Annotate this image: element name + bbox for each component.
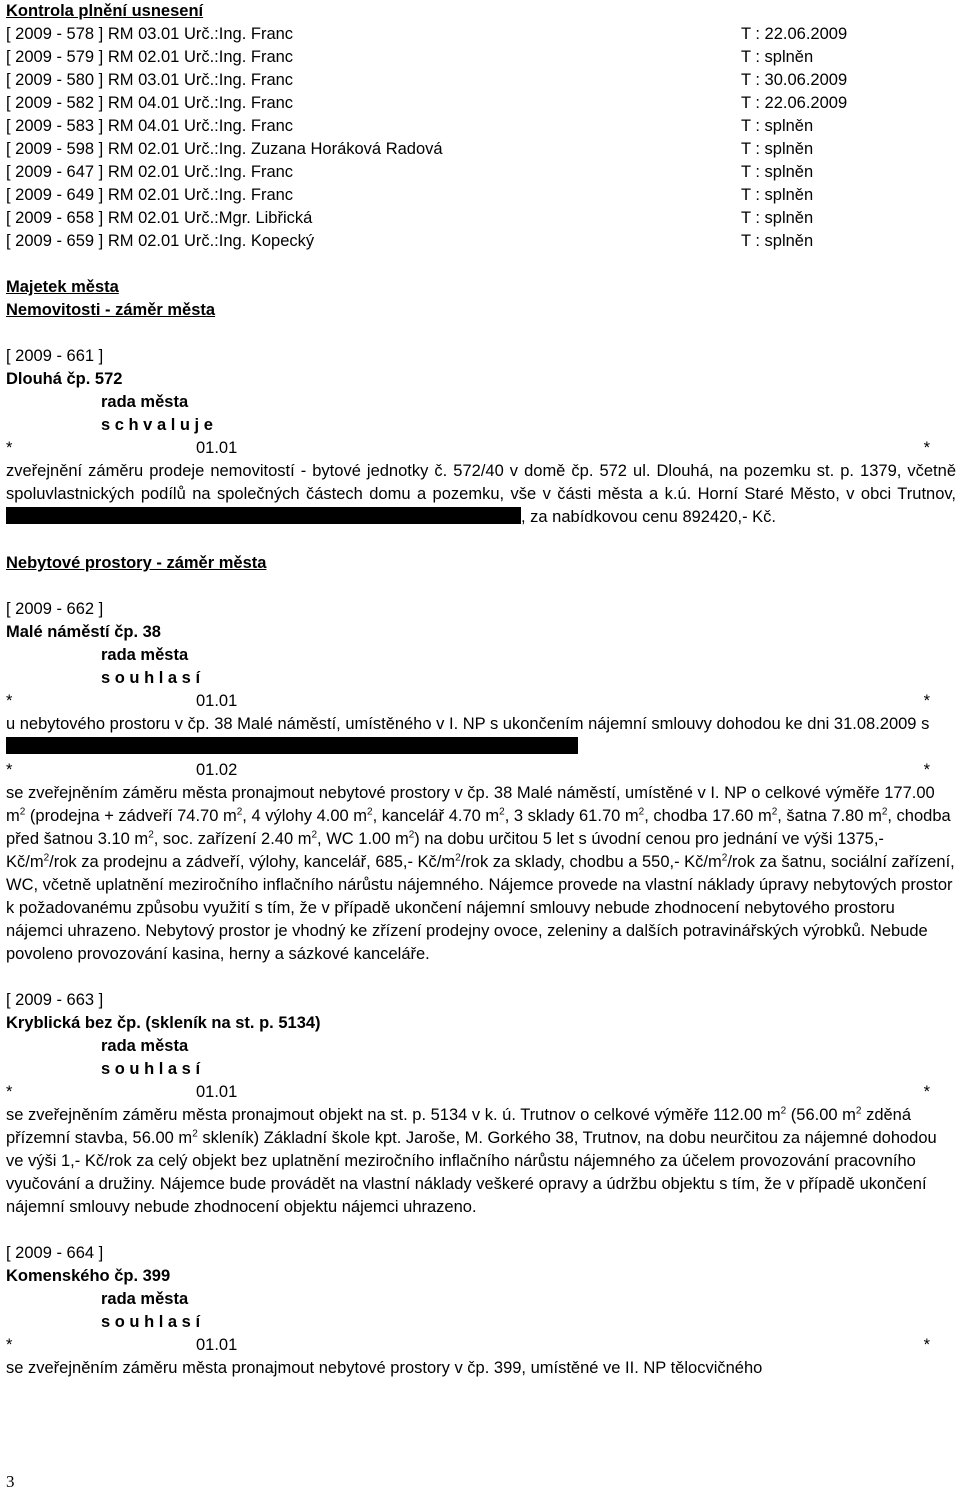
spacer bbox=[6, 253, 956, 276]
kontrola-term: T : splněn bbox=[741, 209, 814, 227]
section-title: Kontrola plnění usnesení bbox=[6, 2, 204, 20]
spacer bbox=[6, 1219, 956, 1242]
kontrola-term: T : splněn bbox=[741, 163, 814, 181]
kontrola-list bbox=[6, 23, 956, 253]
point-number: 01.01 bbox=[196, 1336, 238, 1354]
kontrola-term: T : splněn bbox=[741, 232, 814, 250]
kontrola-ref: [ 2009 - 580 ] RM 03.01 Urč.:Ing. Franc bbox=[6, 71, 294, 89]
point-number: 01.01 bbox=[196, 439, 238, 457]
resolution-name: Kryblická bez čp. (skleník na st. p. 5134) bbox=[6, 1014, 321, 1032]
point-number: 01.01 bbox=[196, 692, 238, 710]
point-star-left: * bbox=[6, 692, 13, 710]
resolution-ref: [ 2009 - 661 ] bbox=[6, 347, 104, 365]
kontrola-row bbox=[6, 161, 956, 184]
point-star-left: * bbox=[6, 761, 13, 779]
kontrola-ref: [ 2009 - 578 ] RM 03.01 Urč.:Ing. Franc bbox=[6, 25, 294, 43]
resolution-body: rada města bbox=[101, 646, 189, 664]
point-line bbox=[6, 759, 930, 782]
spacer bbox=[6, 322, 956, 345]
kontrola-row bbox=[6, 115, 956, 138]
kontrola-ref: [ 2009 - 598 ] RM 02.01 Urč.:Ing. Zuzana Horáková Radová bbox=[6, 140, 443, 158]
resolution-verb: s c h v a l u j e bbox=[101, 416, 213, 434]
resolution-verb: s o u h l a s í bbox=[101, 1313, 201, 1331]
point-line bbox=[6, 1334, 930, 1357]
document-page bbox=[6, 0, 956, 1380]
heading-nemovitosti: Nemovitosti - záměr města bbox=[6, 301, 216, 319]
kontrola-row bbox=[6, 23, 956, 46]
heading-majetek: Majetek města bbox=[6, 278, 119, 296]
point-star-right: * bbox=[923, 1336, 930, 1354]
spacer bbox=[6, 966, 956, 989]
resolution-661 bbox=[6, 345, 956, 529]
resolution-body: rada města bbox=[101, 1290, 189, 1308]
resolution-name: Komenského čp. 399 bbox=[6, 1267, 171, 1285]
resolution-ref: [ 2009 - 662 ] bbox=[6, 600, 104, 618]
heading-nebytove: Nebytové prostory - záměr města bbox=[6, 554, 267, 572]
redacted-block bbox=[6, 507, 521, 524]
kontrola-ref: [ 2009 - 647 ] RM 02.01 Urč.:Ing. Franc bbox=[6, 163, 294, 181]
resolution-text: se zveřejněním záměru města pronajmout objekt na st. p. 5134 v k. ú. Trutnov o celkové výměře 112.00 $m^2$ (56.00 $m^2$ zděná přízemní stavba, 56.00 $m^2$ skleník) Základní škole kpt. Jaroše, M. Gorkého 38, Trutnov, na dobu neurčitou za nájemné dohodou ve výši 1,- Kč/rok za celý objekt bez uplatnění meziročního inflačního nárůstu nájemného za účelem provozování pracovního vyučování a družiny. Nájemce bude provádět na vlastní náklady veškeré opravy a údržbu objektu s tím, že v případě ukončení nájemní smlouvy nebude zhodnocení objektu nájemci uhrazeno. bbox=[6, 1105, 937, 1216]
resolution-body: rada města bbox=[101, 393, 189, 411]
resolution-text: zveřejnění záměru prodeje nemovitostí - bytové jednotky č. 572/40 v domě čp. 572 ul. Dlouhá, na pozemku st. p. 1379, včetně spoluvlastnických podílů na společných částech domu a pozemku, vše v části města a k.ú. Horní Staré Město, v obci Trutnov, , za nabídkovou cenu 892420,- Kč. bbox=[6, 462, 956, 526]
resolution-663 bbox=[6, 989, 956, 1219]
kontrola-ref: [ 2009 - 649 ] RM 02.01 Urč.:Ing. Franc bbox=[6, 186, 294, 204]
kontrola-term: T : 22.06.2009 bbox=[741, 25, 848, 43]
resolution-text: se zveřejněním záměru města pronajmout nebytové prostory v čp. 38 Malé náměstí, umístěné v I. NP o celkové výměře 177.00 $m^2$ (prodejna + zádveří 74.70 $m^2$, 4 výlohy 4.00 $m^2$, kancelář 4.70 $m^2$, 3 sklady 61.70 $m^2$, chodba 17.60 $m^2$, šatna 7.80 $m^2$, chodba před šatnou 3.10 $m^2$, soc. zařízení 2.40 $m^2$, WC 1.00 $m^2$) na dobu určitou 5 let s úvodní cenou pro jednání ve výši 1375,- $Kč/m^2$/rok za prodejnu a zádveří, výlohy, kancelář, 685,- $Kč/m^2$/rok za sklady, chodbu a 550,- $Kč/m^2$/rok za šatnu, sociální zařízení, WC, včetně uplatnění meziročního inflačního nárůstu nájemného. Nájemce provede na vlastní náklady úpravy nebytových prostor k požadovanému způsobu využití s tím, že v případě ukončení nájemní smlouvy nebude zhodnocení nebytového prostoru nájemci uhrazeno. Nebytový prostor je vhodný ke zřízení prodejny ovoce, zeleniny a dalších potravinářských výrobků. Nebude povoleno provozování kasina, herny a sázkové kanceláře. bbox=[6, 784, 955, 963]
point-star-right: * bbox=[923, 439, 930, 457]
resolution-text: u nebytového prostoru v čp. 38 Malé náměstí, umístěného v I. NP s ukončením nájemní smlouvy dohodou ke dni 31.08.2009 s bbox=[6, 713, 956, 759]
kontrola-ref: [ 2009 - 579 ] RM 02.01 Urč.:Ing. Franc bbox=[6, 48, 294, 66]
resolution-662 bbox=[6, 598, 956, 966]
point-number: 01.01 bbox=[196, 1083, 238, 1101]
resolution-name: Malé náměstí čp. 38 bbox=[6, 623, 161, 641]
point-number: 01.02 bbox=[196, 761, 238, 779]
point-star-left: * bbox=[6, 1336, 13, 1354]
resolution-664 bbox=[6, 1242, 956, 1380]
kontrola-row bbox=[6, 69, 956, 92]
resolution-body: rada města bbox=[101, 1037, 189, 1055]
kontrola-term: T : 22.06.2009 bbox=[741, 94, 848, 112]
point-star-right: * bbox=[923, 692, 930, 710]
resolution-ref: [ 2009 - 664 ] bbox=[6, 1244, 104, 1262]
point-line bbox=[6, 1081, 930, 1104]
resolution-verb: s o u h l a s í bbox=[101, 669, 201, 687]
kontrola-term: T : 30.06.2009 bbox=[741, 71, 848, 89]
kontrola-ref: [ 2009 - 582 ] RM 04.01 Urč.:Ing. Franc bbox=[6, 94, 294, 112]
kontrola-row bbox=[6, 138, 956, 161]
kontrola-ref: [ 2009 - 658 ] RM 02.01 Urč.:Mgr. Libřická bbox=[6, 209, 313, 227]
kontrola-row bbox=[6, 230, 956, 253]
kontrola-row bbox=[6, 184, 956, 207]
point-star-right: * bbox=[923, 761, 930, 779]
redacted-block bbox=[6, 737, 578, 754]
point-line bbox=[6, 437, 930, 460]
kontrola-row bbox=[6, 46, 956, 69]
kontrola-term: T : splněn bbox=[741, 48, 814, 66]
resolution-name: Dlouhá čp. 572 bbox=[6, 370, 123, 388]
page-number: 3 bbox=[6, 1472, 15, 1491]
kontrola-row bbox=[6, 207, 956, 230]
kontrola-term: T : splněn bbox=[741, 117, 814, 135]
point-star-left: * bbox=[6, 1083, 13, 1101]
kontrola-term: T : splněn bbox=[741, 140, 814, 158]
kontrola-row bbox=[6, 92, 956, 115]
resolution-ref: [ 2009 - 663 ] bbox=[6, 991, 104, 1009]
kontrola-ref: [ 2009 - 659 ] RM 02.01 Urč.:Ing. Kopecký bbox=[6, 232, 315, 250]
spacer bbox=[6, 529, 956, 552]
resolution-verb: s o u h l a s í bbox=[101, 1060, 201, 1078]
point-star-left: * bbox=[6, 439, 13, 457]
spacer bbox=[6, 575, 956, 598]
point-line bbox=[6, 690, 930, 713]
resolution-text: se zveřejněním záměru města pronajmout nebytové prostory v čp. 399, umístěné ve II. NP tělocvičného bbox=[6, 1359, 763, 1377]
kontrola-term: T : splněn bbox=[741, 186, 814, 204]
point-star-right: * bbox=[923, 1083, 930, 1101]
kontrola-ref: [ 2009 - 583 ] RM 04.01 Urč.:Ing. Franc bbox=[6, 117, 294, 135]
